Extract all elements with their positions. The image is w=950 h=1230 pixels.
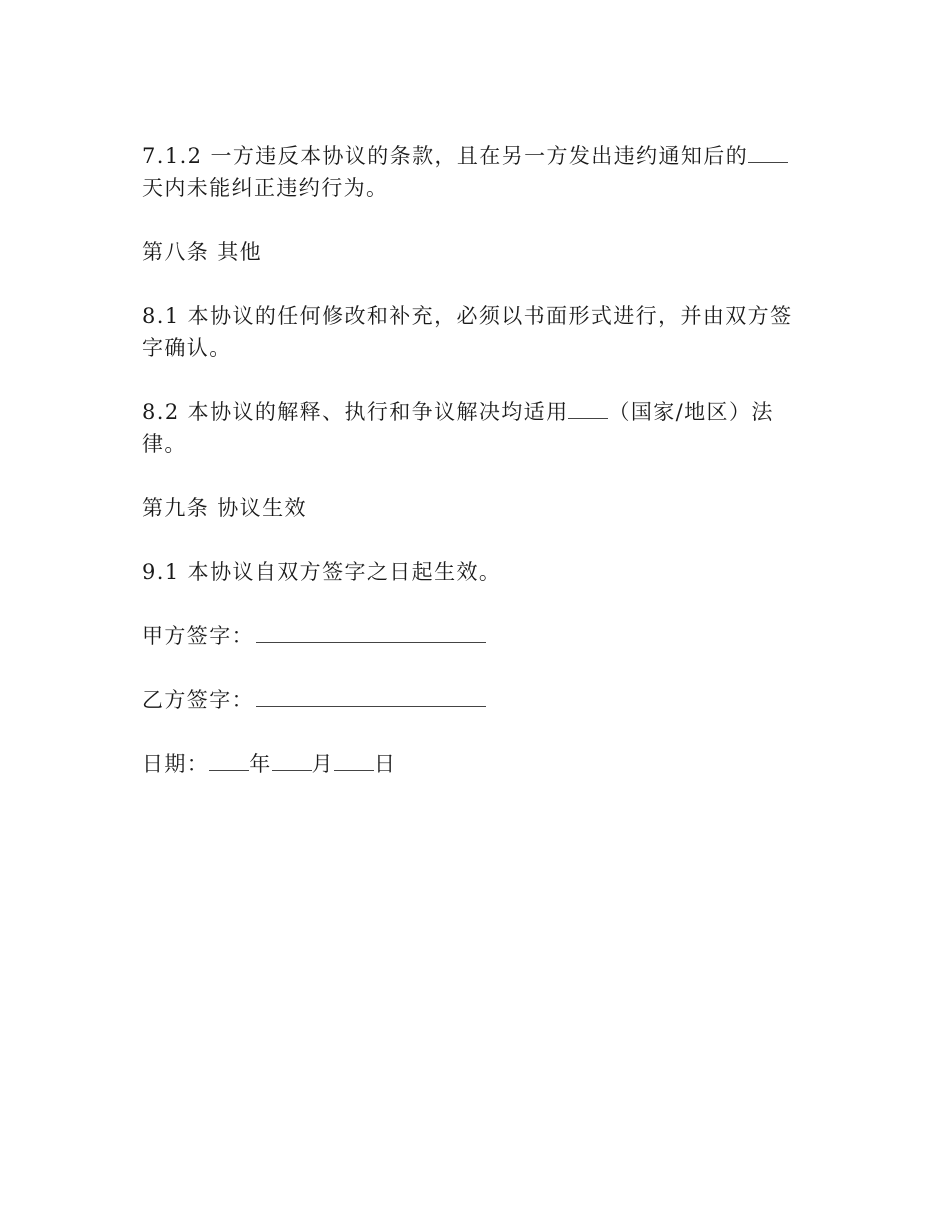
clause-7-1-2-text-b: 天内未能纠正违约行为。	[142, 176, 389, 200]
clause-8-2-text-a: 8.2 本协议的解释、执行和争议解决均适用	[142, 400, 569, 424]
clause-8-2	[142, 396, 802, 460]
days-blank	[748, 140, 788, 163]
month-blank	[272, 748, 312, 771]
article-8-heading: 第八条 其他	[142, 240, 263, 264]
signature-party-a	[142, 620, 802, 652]
signature-party-a-line	[256, 620, 486, 643]
clause-7-1-2-text-a: 7.1.2 一方违反本协议的条款，且在另一方发出违约通知后的	[142, 144, 749, 168]
clause-7-1-2	[142, 140, 802, 204]
document-body	[142, 140, 802, 812]
month-unit: 月	[311, 752, 335, 776]
article-9-heading: 第九条 协议生效	[142, 496, 307, 520]
day-blank	[334, 748, 374, 771]
year-unit: 年	[249, 752, 272, 776]
year-blank	[209, 748, 249, 771]
signature-party-b-line	[256, 684, 486, 707]
clause-9-1: 9.1 本协议自双方签字之日起生效。	[142, 560, 502, 584]
clause-8-2-text-b: （国家/地区）法律。	[142, 400, 774, 456]
clause-8-1: 8.1 本协议的任何修改和补充，必须以书面形式进行，并由双方签字确认。	[142, 304, 793, 360]
signature-party-b	[142, 684, 802, 716]
day-unit: 日	[374, 752, 397, 776]
date-line	[142, 748, 802, 780]
date-label: 日期：	[142, 752, 210, 776]
signature-party-b-label: 乙方签字：	[142, 688, 254, 712]
signature-party-a-label: 甲方签字：	[142, 624, 254, 648]
jurisdiction-blank	[568, 396, 608, 419]
